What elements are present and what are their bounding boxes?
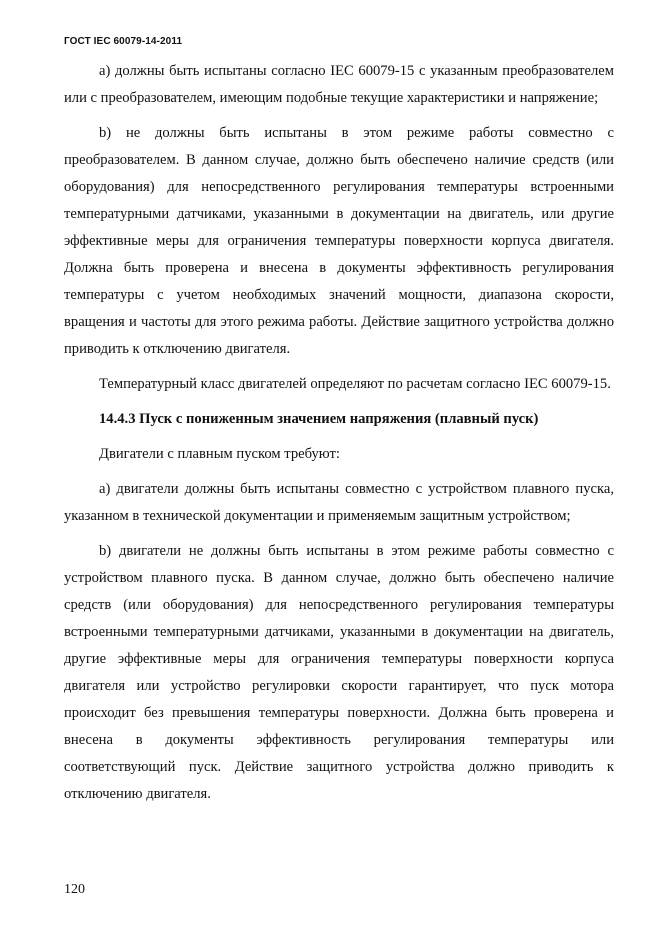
paragraph-b-soft-start: b) двигатели не должны быть испытаны в этом режиме работы совместно с устройством плавного пуска. В данном случае, должно быть обеспечено наличие средств (или оборудования) для непосредственного регулирования температуры встроенными температурными датчиками, указанными в документации на двигатель, другие эффективные меры для ограничения температуры поверхности корпуса двигателя или устройство регулировки скорости гарантирует, что пуск мотора происходит без превышения температуры поверхности. Должна быть проверена и внесена в документы эффективность регулирования температуры или соответствующий пуск. Действие защитного устройства должно приводить к отключению двигателя.	[64, 543, 614, 802]
paragraph-b-converter: b) не должны быть испытаны в этом режиме работы совместно с преобразователем. В данном случае, должно быть обеспечено наличие средств (или оборудования) для непосредственного регулирования температуры встроенными температурными датчиками, указанными в документации на двигатель, или другие эффективные меры для ограничения температуры поверхности корпуса двигателя. Должна быть проверена и внесена в документы эффективность регулирования температуры с учетом необходимых значений мощности, диапазона скорости, вращения и частоты для этого режима работы. Действие защитного устройства должно приводить к отключению двигателя.	[64, 125, 614, 357]
section-heading-14-4-3: 14.4.3 Пуск с пониженным значением напряжения (плавный пуск)	[99, 411, 539, 427]
paragraph-temperature-class: Температурный класс двигателей определяют по расчетам согласно IEC 60079-15.	[99, 376, 611, 392]
paragraph-a-converter: a) должны быть испытаны согласно IEC 60079-15 с указанным преобразователем или с преобразователем, имеющим подобные текущие характеристики и напряжение;	[64, 63, 614, 106]
page-number: 120	[64, 882, 85, 897]
document-body	[64, 58, 614, 816]
paragraph-soft-start-intro: Двигатели с плавным пуском требуют:	[99, 446, 340, 462]
document-header: ГОСТ IEC 60079-14-2011	[64, 36, 183, 47]
paragraph-a-soft-start: a) двигатели должны быть испытаны совместно с устройством плавного пуска, указанном в технической документации и применяемым защитным устройством;	[64, 481, 614, 524]
